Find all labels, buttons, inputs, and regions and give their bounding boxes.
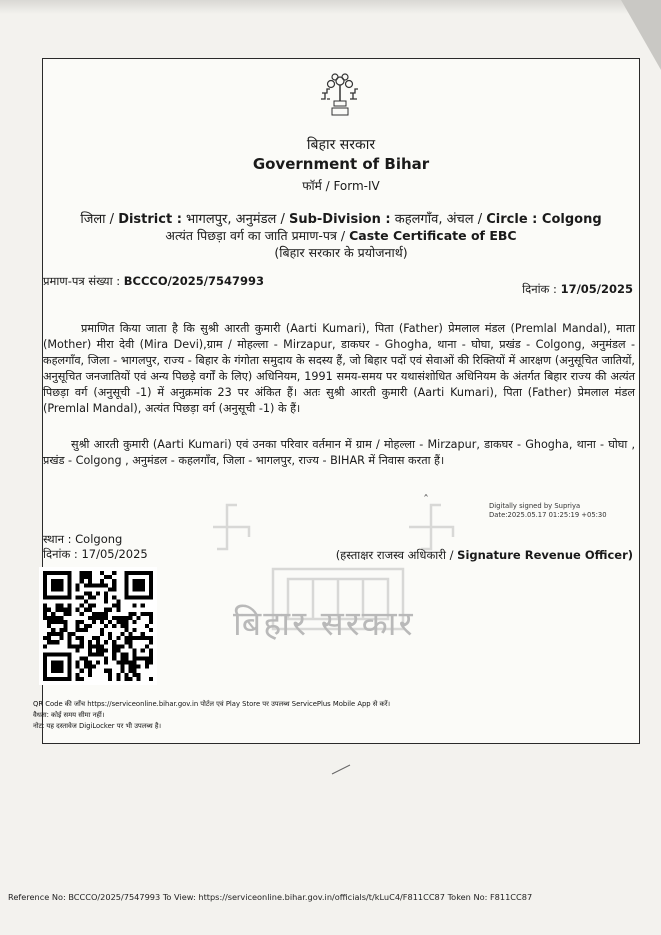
signing-date: दिनांक : 17/05/2025 [43, 547, 148, 561]
pen-scribble-icon [330, 762, 354, 776]
state-name-hindi: बिहार सरकार [306, 137, 376, 153]
place: स्थान : Colgong [43, 532, 123, 546]
officer-title: Signature Revenue Officer) [457, 548, 633, 562]
digital-signature [489, 502, 607, 520]
circle-label: Circle : Colgong [486, 212, 602, 227]
watermark-text: बिहार सरकार [233, 604, 415, 644]
district-prefix: जिला / [80, 212, 119, 227]
certificate-body-paragraph: प्रमाणित किया जाता है कि सुश्री आरती कुमारी (Aarti Kumari), पिता (Father) प्रेमलाल मंडल (Premlal Mandal), माता (Mother) मीरा देवी (Mira Devi),ग्राम / मोहल्ला - Mirzapur, डाकघर - Ghogha, थाना - घोघा, प्रखंड - Colgong, अनुमंडल - कहलगाँव, जिला - भागलपुर, राज्य - बिहार के गंगोता समुदाय के सदस्य हैं, जो बिहार पदों एवं सेवाओं की रिक्तियों में आरक्षण (अनुसूचित जातियों, अनुसूचित जनजातियों एवं अन्य पिछड़े वर्गों के लिए) अधिनियम, 1991 समय-समय पर यथासंशोधित अधिनियम के अंतर्गत बिहार राज्य की अत्यंत पिछड़ा वर्ग (अनुसूची -1) में अनुक्रमांक 23 पर अंकित हैं। अतः सुश्री आरती कुमारी (Aarti Kumari), पिता (Father) प्रेमलाल मंडल (Premlal Mandal), अत्यंत पिछड़ा वर्ग (अनुसूची -1) के हैं। [43, 322, 635, 415]
issue-date-value: 17/05/2025 [560, 282, 633, 296]
digital-timestamp: Date:2025.05.17 01:25:19 +05:30 [489, 511, 607, 519]
qr-notes [33, 699, 390, 732]
issue-date [522, 282, 633, 297]
reference-footer: Reference No: BCCCO/2025/7547993 To View: https://serviceonline.bihar.gov.in/officials/t/kLuC4/F811CC87 Token No: F811CC87 [8, 892, 533, 902]
qr-code-icon [39, 567, 157, 685]
qr-note-digilocker: नोट: यह दस्तावेज DigiLocker पर भी उपलब्ध है। [33, 722, 162, 730]
officer-prefix: (हस्ताक्षर राजस्व अधिकारी / [335, 548, 458, 562]
digital-signer: Digitally signed by Supriya [489, 502, 581, 510]
district-line [43, 209, 639, 227]
purpose-line: (बिहार सरकार के प्रयोजनार्थ) [274, 245, 408, 260]
certificate-frame [33, 58, 640, 744]
caste-prefix: अत्यंत पिछड़ा वर्ग का जाति प्रमाण-पत्र / [165, 228, 350, 243]
pen-mark-icon: ˆ [423, 493, 429, 507]
caste-title-line [43, 227, 639, 244]
district-label: District : [118, 212, 182, 227]
bihar-emblem-icon [318, 71, 362, 117]
district-value: भागलपुर, अनुमंडल / [181, 212, 289, 227]
qr-note-validity: वैधता: कोई समय सीमा नहीं। [33, 711, 105, 719]
subdivision-value: कहलगाँव, अंचल / [390, 212, 487, 227]
scan-edge [0, 0, 661, 14]
residence-paragraph: सुश्री आरती कुमारी (Aarti Kumari) एवं उनका परिवार वर्तमान में ग्राम / मोहल्ला - Mirzapur, डाकघर - Ghogha, थाना - घोघा , प्रखंड - Colgong , अनुमंडल - कहलगाँव, जिला - भागलपुर, राज्य - BIHAR में निवास करता हैं। [43, 438, 635, 467]
signing-officer [336, 548, 633, 563]
caste-title: Caste Certificate of EBC [349, 228, 517, 243]
government-title: Government of Bihar [252, 155, 430, 173]
certificate-number-label: प्रमाण-पत्र संख्या : [43, 274, 124, 288]
issue-date-label: दिनांक : [522, 282, 561, 296]
form-number: फॉर्म / Form-IV [302, 179, 380, 193]
subdivision-label: Sub-Division : [288, 212, 391, 227]
certificate-number [43, 274, 264, 289]
certificate-number-value: BCCCO/2025/7547993 [123, 274, 265, 288]
qr-note-verify: QR Code की जाँच https://serviceonline.bihar.gov.in पोर्टल एवं Play Store पर उपलब्ध ServicePlus Mobile App से करें। [33, 700, 391, 708]
